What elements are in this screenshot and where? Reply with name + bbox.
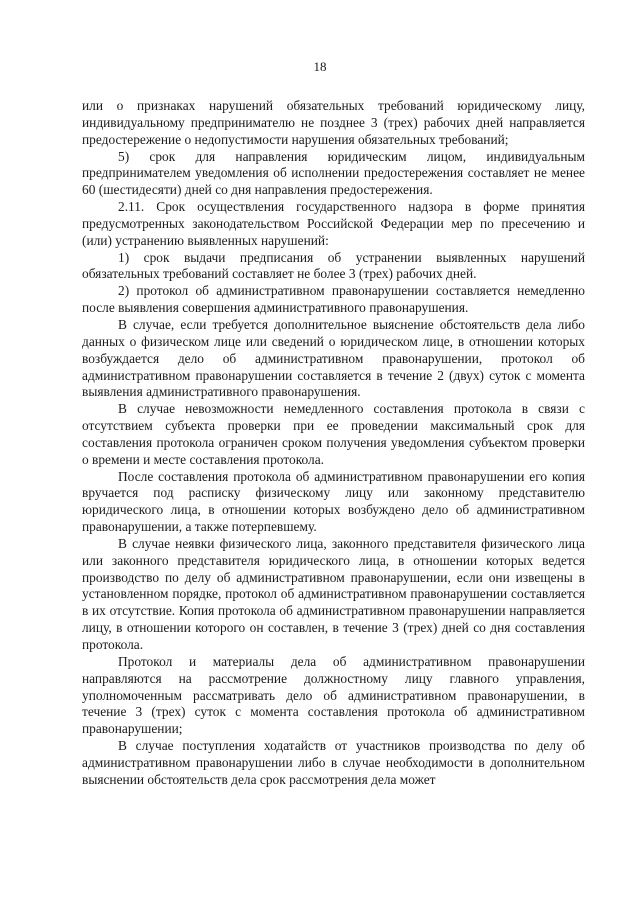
page-number: 18	[313, 59, 327, 74]
document-body	[82, 98, 585, 789]
paragraph: В случае невозможности немедленного составления протокола в связи с отсутствием субъекта проверки при ее проведении максимальный срок для составления протокола ограничен сроком получения уведомления субъектом проверки о времени и месте составления протокола.	[82, 401, 585, 467]
paragraph: В случае, если требуется дополнительное выяснение обстоятельств дела либо данных о физическом лице или сведений о юридическом лице, в отношении которых возбуждается дело об административном правонарушении, протокол об административном правонарушении составляется в течение 2 (двух) суток с момента выявления административного правонарушения.	[82, 316, 585, 400]
paragraph: В случае поступления ходатайств от участников производства по делу об административном правонарушении либо в случае необходимости в дополнительном выяснении обстоятельств дела срок рассмотрения дела может	[82, 738, 585, 787]
paragraph: Протокол и материалы дела об административном правонарушении направляются на рассмотрение должностному лицу главного управления, уполномоченным рассматривать дело об административном правонарушении, в течение 3 (трех) суток с момента составления протокола об административном правонарушении;	[82, 653, 585, 737]
paragraph: 1) срок выдачи предписания об устранении выявленных нарушений обязательных требований составляет не более 3 (трех) рабочих дней.	[82, 249, 585, 282]
paragraph: В случае неявки физического лица, законного представителя физического лица или законного представителя юридического лица, в отношении которых ведется производство по делу об административном правонарушении, если они извещены в установленном порядке, протокол об административном правонарушении составляется в их отсутствие. Копия протокола об административном правонарушении направляется лицу, в отношении которого он составлен, в течение 3 (трех) дней со дня составления протокола.	[82, 535, 585, 652]
paragraph: После составления протокола об административном правонарушении его копия вручается под расписку физическому лицу или законному представителю юридического лица, в отношении которых возбуждено дело об административном правонарушении, а также потерпевшему.	[82, 468, 585, 535]
paragraph: 5) срок для направления юридическим лицом, индивидуальным предпринимателем уведомления об исполнении предостережения составляет не менее 60 (шестидесяти) дней со дня направления предостережения.	[82, 148, 585, 198]
paragraph: 2.11. Срок осуществления государственного надзора в форме принятия предусмотренных законодательством Российской Федерации мер по пресечению и (или) устранению выявленных нарушений:	[82, 199, 585, 248]
paragraph: или о признаках нарушений обязательных требований юридическому лицу, индивидуальному предпринимателю не позднее 3 (трех) рабочих дней направляется предостережение о недопустимости нарушения обязательных требований;	[82, 98, 585, 147]
paragraph: 2) протокол об административном правонарушении составляется немедленно после выявления совершения административного правонарушения.	[82, 283, 585, 316]
